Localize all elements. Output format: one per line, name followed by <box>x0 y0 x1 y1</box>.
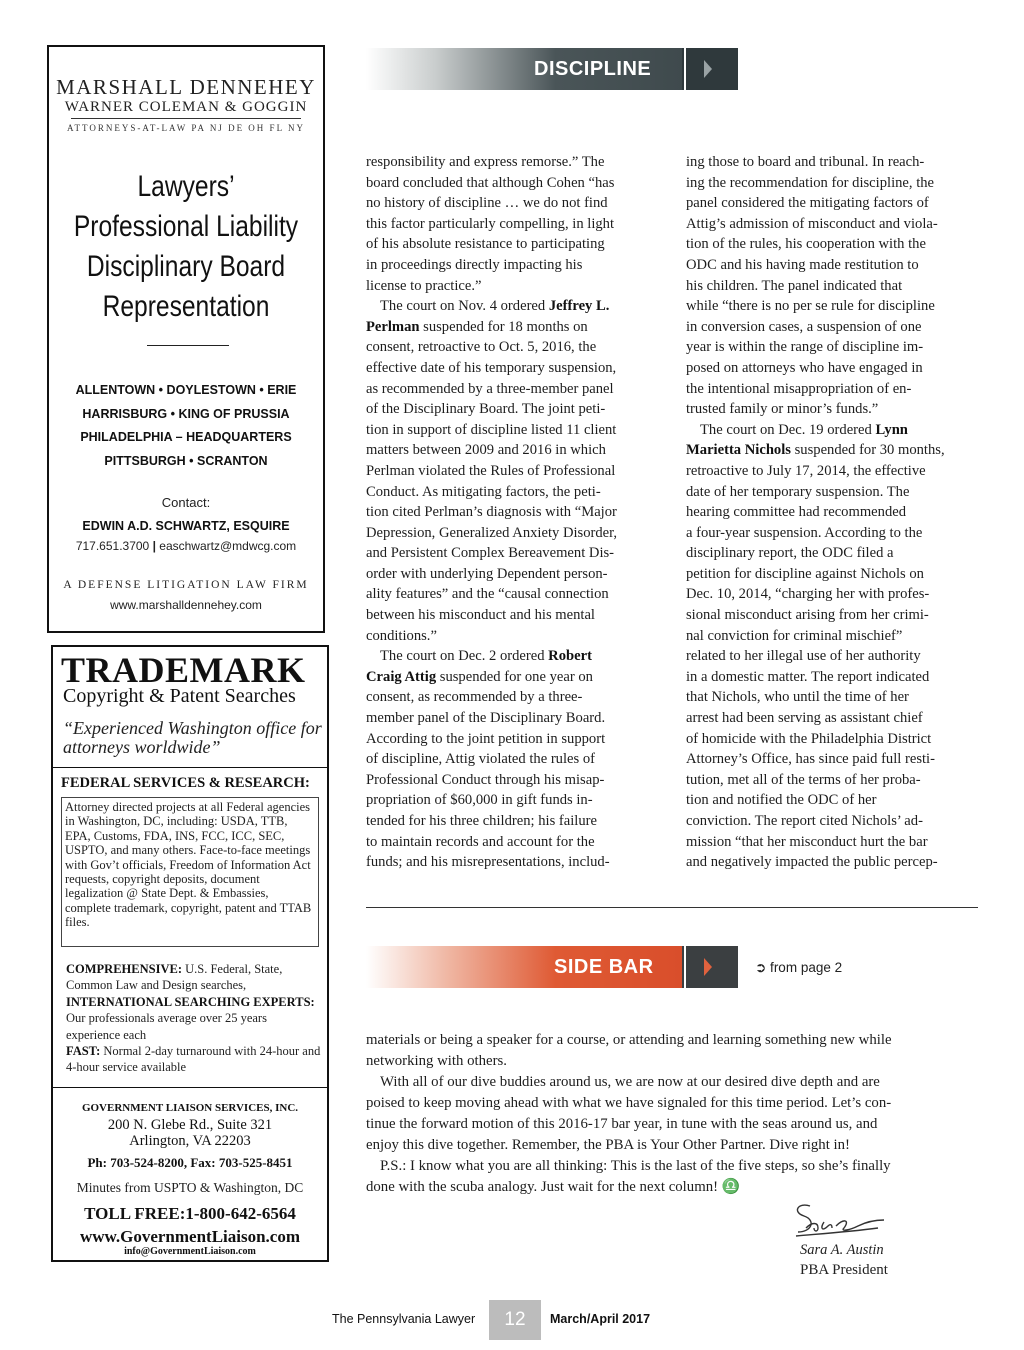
text-line: propriation of $60,000 in gift funds in- <box>366 792 593 809</box>
person-name: Robert <box>548 648 592 665</box>
text-line: arrest had been serving as assistant chief <box>686 710 923 727</box>
person-name: Lynn <box>875 421 908 438</box>
sidebar-paragraph <box>366 1030 978 1072</box>
text-line: of homicide with the Philadelphia District <box>686 730 932 747</box>
firm-rule <box>71 118 301 119</box>
text-line: conditions.” <box>366 627 437 644</box>
service-line: Representation <box>102 290 270 323</box>
person-name: Craig Attig <box>366 668 437 685</box>
text-line: Conduct. As mitigating factors, the peti- <box>366 483 601 500</box>
office-line: HARRISBURG • KING OF PRUSSIA <box>82 406 290 421</box>
text-line: networking with others. <box>366 1053 507 1069</box>
firm-name: MARSHALL DENNEHEY <box>56 75 316 99</box>
feature-text: Normal 2-day turnaround with 24-hour and 4-hour service available <box>66 1044 321 1075</box>
text-line: year is within the range of discipline im- <box>686 339 924 356</box>
text-line: that Nichols, who until the time of her <box>686 689 909 706</box>
address-line: Arlington, VA 22203 <box>129 1133 251 1149</box>
text-line: license to practice.” <box>366 277 482 294</box>
text-line: of the Disciplinary Board. The joint peti- <box>366 401 606 418</box>
text-line: date of her temporary suspension. The <box>686 483 910 500</box>
text-line: of discipline, Attig violated the rules of <box>366 751 595 768</box>
text-line: in conversion cases, a suspension of one <box>686 318 922 335</box>
toll-free-number[interactable]: TOLL FREE:1-800-642-6564 <box>84 1204 296 1223</box>
article-paragraph <box>366 152 656 296</box>
text-line: ing those to board and tribunal. In reach- <box>686 154 925 170</box>
text-line: retroactive to July 17, 2014, the effective <box>686 462 926 479</box>
article-column-2 <box>686 152 976 873</box>
text-line: tion of the rules, his cooperation with the <box>686 236 926 253</box>
text-line: between his misconduct and his mental <box>366 607 595 624</box>
banner-label: SIDE BAR <box>554 956 654 978</box>
text-line: ing the recommendation for discipline, the <box>686 174 935 191</box>
text-line: P.S.: I know what you are all thinking: This is the last of the five steps, so she’s finally <box>380 1158 891 1174</box>
service-line: Disciplinary Board <box>86 250 286 283</box>
address-line: 200 N. Glebe Rd., Suite 321 <box>107 1117 273 1133</box>
text-line: panel considered the mitigating factors of <box>686 195 929 212</box>
company-email[interactable]: info@GovernmentLiaison.com <box>124 1246 256 1257</box>
article-paragraph: The court on Dec. 19 ordered Lynn Marietta Nichols suspended for 30 months, retroactive to July 17, 2014, the effective date of her temporary suspension. The hearing committee had recommended a four-year suspension. According to the disciplinary report, the ODC filed a petition for discipline against Nichols on Dec. 10, 2014, “charging her with profes- sional misconduct arising from her crimi- nal conviction for criminal mischief” related to her illegal use of her authority in a domestic matter. The report indicated that Nichols, who until the time of her arrest had been serving as assistant chief of homicide with the Philadelphia District Attorney’s Office, has since paid full resti- tution, met all of the terms of her proba- tion and notified the ODC of her conviction. The report cited Nichols’ ad- mission “that her misconduct hurt the bar and negatively impacted the public percep- <box>686 420 976 873</box>
divider <box>147 345 229 346</box>
text-line: related to her illegal use of her authority <box>686 648 921 665</box>
contact-email[interactable]: easchwartz@mdwcg.com <box>159 539 297 553</box>
ad-title: TRADEMARK <box>61 650 306 690</box>
text-line: to maintain records and account for the <box>366 833 595 850</box>
feature-label: INTERNATIONAL SEARCHING EXPERTS: <box>66 994 315 1009</box>
issue-date: March/April 2017 <box>550 1312 651 1326</box>
text-line: hearing committee had recommended <box>686 504 907 521</box>
text-line: With all of our dive buddies around us, we are now at our desired dive depth and are <box>380 1074 880 1090</box>
location-note: Minutes from USPTO & Washington, DC <box>76 1180 304 1195</box>
firm-jurisdictions: ATTORNEYS-AT-LAW PA NJ DE OH FL NY <box>67 123 305 133</box>
banner-background <box>366 946 738 988</box>
text-line: a four-year suspension. According to the <box>686 524 923 541</box>
services-list <box>74 167 299 327</box>
divider <box>53 1087 327 1088</box>
text-line: posed on attorneys who have engaged in <box>686 359 923 376</box>
text-line: no history of discipline … we do not find <box>366 195 608 212</box>
text-line: tion in support of discipline listed 11 client <box>366 421 617 438</box>
text-line: tion cited Perlman’s diagnosis with “Major <box>366 504 617 521</box>
signer-title: PBA President <box>800 1262 888 1278</box>
text-line: Dec. 10, 2014, “charging her with profes- <box>686 586 930 603</box>
text-line: nal conviction for criminal mischief” <box>686 627 903 644</box>
services-heading: FEDERAL SERVICES & RESEARCH: <box>61 775 310 791</box>
publication-name: The Pennsylvania Lawyer <box>332 1312 476 1326</box>
company-address <box>53 1117 327 1149</box>
signer-name: Sara A. Austin <box>800 1242 884 1258</box>
article-column-1 <box>366 152 656 873</box>
text-line: funds; and his misrepresentations, includ- <box>366 854 610 871</box>
text-line: disciplinary report, the ODC filed a <box>686 545 894 562</box>
law-firm-ad <box>47 45 325 633</box>
text-line: conviction. The report cited Nichols’ ad- <box>686 813 923 829</box>
phone-fax[interactable]: Ph: 703-524-8200, Fax: 703-525-8451 <box>87 1155 293 1170</box>
text-line: tion and notified the ODC of her <box>686 792 877 809</box>
text-line: this factor particularly compelling, in light <box>366 215 615 232</box>
firm-partners: WARNER COLEMAN & GOGGIN <box>64 99 308 115</box>
person-name: Marietta Nichols <box>686 442 791 459</box>
features-list <box>66 961 321 1076</box>
firm-website-link[interactable]: www.marshalldennehey.com <box>110 598 262 612</box>
text-line: ODC and his having made restitution to <box>686 256 919 273</box>
page-number: 12 <box>489 1300 541 1340</box>
text-line: tinue the forward motion of this 2016-17 bar year, in tune with the seas around us, and <box>366 1116 878 1132</box>
text-line: sional misconduct arising from her crimi- <box>686 607 929 624</box>
text-line: member panel of the Disciplinary Board. <box>366 710 606 727</box>
company-name: GOVERNMENT LIAISON SERVICES, INC. <box>81 1102 299 1114</box>
ad-quote: “Experienced Washington office for attorneys worldwide” <box>63 718 322 757</box>
text-line: Perlman violated the Rules of Professional <box>366 462 616 479</box>
office-list <box>49 379 323 473</box>
text-line: enjoy this dive together. Remember, the PBA is Your Other Partner. Dive right in! <box>366 1137 850 1153</box>
text-line: trusted family or minor’s funds.” <box>686 401 879 418</box>
text-line: in a domestic matter. The report indicated <box>686 668 930 685</box>
company-website-link[interactable]: www.GovernmentLiaison.com <box>79 1227 301 1246</box>
signature-image <box>788 1198 888 1242</box>
sidebar-banner <box>366 946 738 988</box>
text-line: while “there is no per se rule for discipline <box>686 298 935 315</box>
office-line: PHILADELPHIA – HEADQUARTERS <box>80 430 292 444</box>
article-paragraph: The court on Dec. 2 ordered Robert Craig Attig suspended for one year on consent, as recommended by a three- member panel of the Disciplinary Board. According to the joint petition in support of discipline, Attig violated the rules of Professional Conduct through his misap- propriation of $60,000 in gift funds in- tended for his three children; his failure to maintain records and account for the funds; and his misrepresentations, includ- <box>366 646 656 873</box>
text-line: order with underlying Dependent person- <box>366 565 608 582</box>
contact-name: EDWIN A.D. SCHWARTZ, ESQUIRE <box>82 519 290 533</box>
contact-label: Contact: <box>161 495 211 510</box>
banner-label: DISCIPLINE <box>534 58 652 80</box>
text-line: ality features” and the “causal connection <box>366 586 609 603</box>
text-line: tended for his three children; his failure <box>366 813 597 829</box>
text-line: responsibility and express remorse.” The <box>366 154 605 170</box>
feature-text: U.S. Federal, State, Common Law and Design searches, <box>66 962 283 993</box>
person-name: Perlman <box>366 318 420 335</box>
service-line: Professional Liability <box>73 210 299 243</box>
office-line: ALLENTOWN • DOYLESTOWN • ERIE <box>75 383 297 397</box>
text-line: petition for discipline against Nichols on <box>686 565 924 582</box>
text-line: consent, retroactive to Oct. 5, 2016, the <box>366 339 597 356</box>
service-line: Lawyers’ <box>137 170 235 203</box>
text-line: as recommended by a three-member panel <box>366 380 614 397</box>
text-line: done with the scuba analogy. Just wait for the next column! ♎ <box>366 1179 741 1195</box>
feature-label: FAST: <box>66 1044 101 1059</box>
person-name: Jeffrey L. <box>548 298 610 315</box>
text-line: consent, as recommended by a three- <box>366 689 583 706</box>
continued-from-link[interactable]: ➲ from page 2 <box>755 960 843 975</box>
text-line: Professional Conduct through his misap- <box>366 771 605 788</box>
text-line: materials or being a speaker for a course, or attending and learning something new while <box>366 1032 892 1048</box>
contact-phone[interactable]: 717.651.3700 <box>75 539 150 553</box>
text-line: and Persistent Complex Bereavement Dis- <box>366 545 615 562</box>
contact-details <box>49 539 323 553</box>
text-line: Depression, Generalized Anxiety Disorder, <box>366 524 618 541</box>
sidebar-paragraph <box>366 1156 978 1198</box>
text-line: tution, met all of the terms of her proba- <box>686 771 921 788</box>
divider <box>53 767 327 768</box>
section-divider <box>366 907 978 908</box>
feature-label: COMPREHENSIVE: <box>66 962 182 976</box>
feature-text: Our professionals average over 25 years experience each <box>66 1011 267 1042</box>
text-line: and negatively impacted the public percep- <box>686 854 938 871</box>
text-line: According to the joint petition in support <box>366 730 606 747</box>
discipline-banner <box>366 48 738 90</box>
text-line: board concluded that although Cohen “has <box>366 174 615 191</box>
office-line: PITTSBURGH • SCRANTON <box>104 453 268 468</box>
text-line: Attorney’s Office, has since paid full resti- <box>686 751 935 768</box>
sidebar-paragraph <box>366 1072 978 1156</box>
services-description: Attorney directed projects at all Federal agencies in Washington, DC, including: USDA, TTB, EPA, Customs, FDA, INS, FCC, ICC, SEC, USPTO, and many others. Face-to-face meetings with Gov’t officials, Freedom of Information Act requests, copyright deposits, document legalization @ State Dept. & Embassies, complete trademark, copyright, patent and TTAB files. <box>61 797 319 947</box>
text-line: effective date of his temporary suspension, <box>366 359 617 376</box>
text-line: the intentional misappropriation of en- <box>686 380 912 397</box>
sidebar-article <box>366 1030 978 1198</box>
text-line: matters between 2009 and 2016 in which <box>366 442 606 459</box>
text-line: poised to keep moving ahead with what we have signaled for this time period. Let’s con- <box>366 1095 892 1111</box>
firm-tagline: A DEFENSE LITIGATION LAW FIRM <box>63 579 309 591</box>
trademark-ad <box>51 645 329 1262</box>
text-line: of his absolute resistance to participating <box>366 236 605 253</box>
text-line: Attig’s admission of misconduct and viola- <box>686 215 938 232</box>
ad-subtitle: Copyright & Patent Searches <box>63 685 296 707</box>
text-line: mission “that her misconduct hurt the bar <box>686 833 928 850</box>
text-line: in proceedings directly impacting his <box>366 256 583 273</box>
text-line: his children. The panel indicated that <box>686 277 903 294</box>
article-paragraph <box>686 152 976 420</box>
contact-separator: | <box>152 539 156 553</box>
article-paragraph: The court on Nov. 4 ordered Jeffrey L. Perlman suspended for 18 months on consent, retroactive to Oct. 5, 2016, the effective date of his temporary suspension, as recommended by a three-member panel of the Disciplinary Board. The joint peti- tion in support of discipline listed 11 client matters between 2009 and 2016 in which Perlman violated the Rules of Professional Conduct. As mitigating factors, the peti- tion cited Perlman’s diagnosis with “Major Depression, Generalized Anxiety Disorder, and Persistent Complex Bereavement Dis- order with underlying Dependent person- ality features” and the “causal connection between his misconduct and his mental conditions.” <box>366 296 656 646</box>
